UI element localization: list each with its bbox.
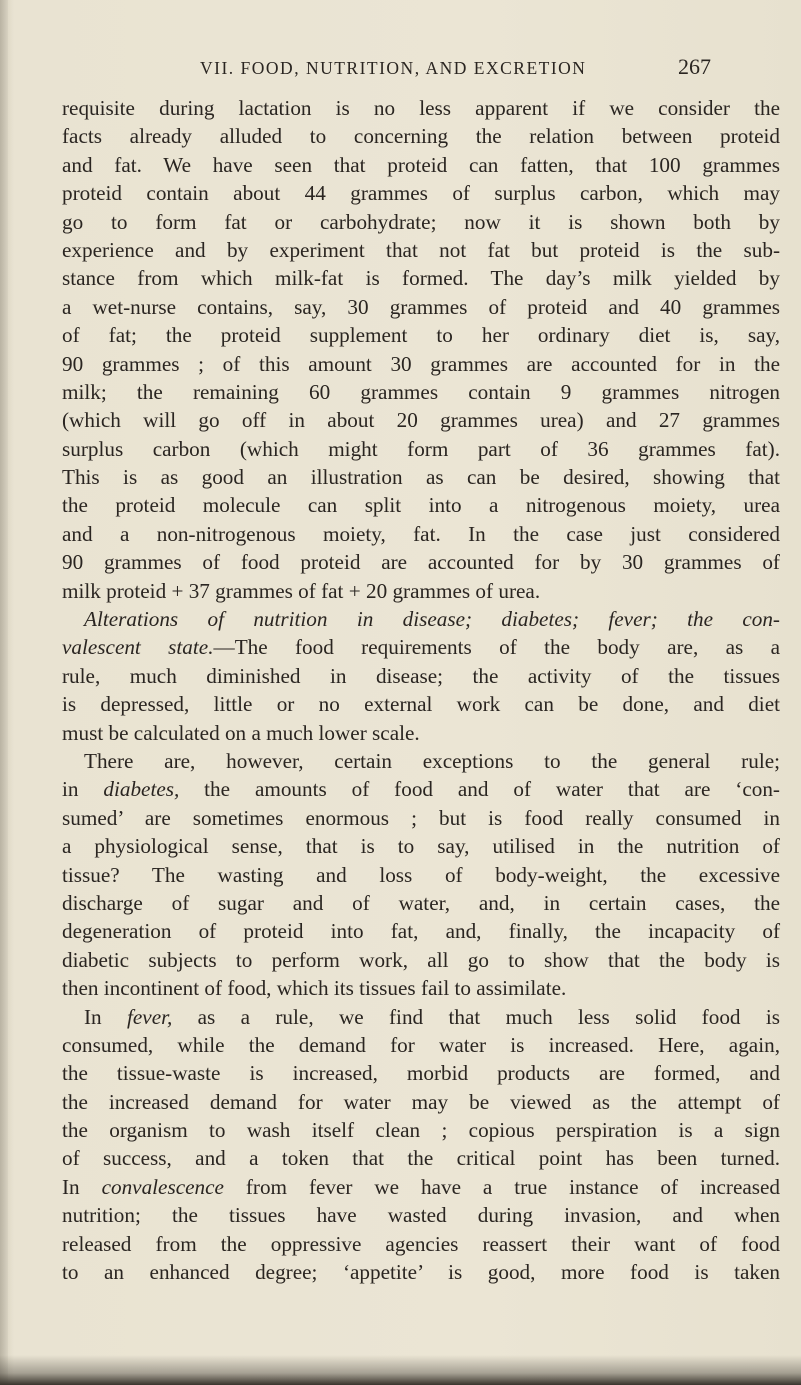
line-text: the proteid molecule can split into a nitrogenous moiety, urea (62, 493, 780, 518)
text-line (62, 1144, 780, 1172)
text-line (62, 463, 780, 491)
text-line (62, 1230, 780, 1258)
text-line (62, 406, 780, 434)
text-line (62, 1201, 780, 1229)
running-head (70, 54, 770, 86)
line-text: (which will go off in about 20 grammes urea) and 27 grammes (62, 408, 780, 433)
text-line (62, 151, 780, 179)
line-text: In (84, 1004, 127, 1029)
line-text: milk proteid + 37 grammes of fat + 20 grammes of urea. (62, 578, 541, 603)
line-text: consumed, while the demand for water is increased. Here, again, (62, 1032, 780, 1057)
line-text: a physiological sense, that is to say, utilised in the nutrition of (62, 834, 780, 859)
line-text: 90 grammes of food proteid are accounted for by 30 grammes of (62, 550, 780, 575)
text-line (62, 1003, 780, 1031)
text-line (62, 804, 780, 832)
line-text: proteid contain about 44 grammes of surplus carbon, which may (62, 181, 780, 206)
text-line (62, 1059, 780, 1087)
text-line (62, 946, 780, 974)
line-text: go to form fat or carbohydrate; now it is shown both by (62, 209, 780, 234)
line-text: then incontinent of food, which its tissues fail to assimilate. (62, 976, 567, 1001)
line-text: nutrition; the tissues have wasted during invasion, and when (62, 1203, 780, 1228)
text-line (62, 350, 780, 378)
italic-text: fever, (127, 1004, 173, 1029)
text-line (62, 775, 780, 803)
text-line (62, 889, 780, 917)
line-text: to an enhanced degree; ‘appetite’ is good, more food is taken (62, 1260, 780, 1285)
text-line (62, 491, 780, 519)
line-text: released from the oppressive agencies reassert their want of food (62, 1231, 780, 1256)
line-text: the organism to wash itself clean ; copious perspiration is a sign (62, 1118, 780, 1143)
line-text: is depressed, little or no external work can be done, and diet (62, 692, 780, 717)
italic-text: diabetes, (103, 777, 180, 802)
line-text: of fat; the proteid supplement to her ordinary diet is, say, (62, 323, 780, 348)
text-line (62, 236, 780, 264)
body-text (62, 94, 780, 1286)
text-line (62, 861, 780, 889)
text-line (62, 662, 780, 690)
page-number: 267 (678, 54, 711, 79)
text-line (62, 605, 780, 633)
line-text: —The food requirements of the body are, as a (213, 635, 780, 660)
text-line (62, 1088, 780, 1116)
chapter-title: VII. FOOD, NUTRITION, AND EXCRETION (200, 58, 587, 78)
italic-text: valescent state. (62, 635, 214, 660)
line-text: must be calculated on a much lower scale. (62, 720, 420, 745)
text-line (62, 94, 780, 122)
line-text: the tissue-waste is increased, morbid products are formed, and (62, 1061, 780, 1086)
line-text: milk; the remaining 60 grammes contain 9 grammes nitrogen (62, 379, 780, 404)
text-line (62, 264, 780, 292)
line-text: This is as good an illustration as can be desired, showing that (62, 465, 780, 490)
line-text: requisite during lactation is no less apparent if we consider the (62, 96, 780, 120)
text-line (62, 747, 780, 775)
line-text: surplus carbon (which might form part of 36 grammes fat). (62, 436, 780, 461)
line-text: rule, much diminished in disease; the activity of the tissues (62, 663, 780, 688)
italic-text: convalescence (101, 1174, 224, 1199)
line-text: 90 grammes ; of this amount 30 grammes are accounted for in the (62, 351, 780, 376)
page-bottom-shadow (0, 1355, 801, 1385)
text-line (62, 974, 780, 1002)
text-line (62, 832, 780, 860)
line-text: the amounts of food and of water that are ‘con- (179, 777, 780, 802)
line-text: In (62, 1174, 102, 1199)
line-text: sumed’ are sometimes enormous ; but is food really consumed in (62, 805, 780, 830)
text-line (62, 719, 780, 747)
text-line (62, 1258, 780, 1286)
line-text: diabetic subjects to perform work, all go to show that the body is (62, 947, 780, 972)
line-text: in (62, 777, 104, 802)
text-line (62, 633, 780, 661)
line-text: the increased demand for water may be viewed as the attempt of (62, 1089, 780, 1114)
text-line (62, 321, 780, 349)
italic-text: Alterations of nutrition in disease; diabetes; fever; the con- (84, 607, 780, 632)
text-line (62, 122, 780, 150)
text-line (62, 548, 780, 576)
line-text: degeneration of proteid into fat, and, finally, the incapacity of (62, 919, 780, 944)
line-text: a wet-nurse contains, say, 30 grammes of proteid and 40 grammes (62, 294, 780, 319)
line-text: and fat. We have seen that proteid can fatten, that 100 grammes (62, 152, 780, 177)
line-text: stance from which milk-fat is formed. The day’s milk yielded by (62, 266, 780, 291)
text-line (62, 1116, 780, 1144)
text-line (62, 577, 780, 605)
line-text: facts already alluded to concerning the relation between proteid (62, 124, 780, 149)
text-line (62, 208, 780, 236)
text-line (62, 1173, 780, 1201)
line-text: tissue? The wasting and loss of body-weight, the excessive (62, 862, 780, 887)
line-text: discharge of sugar and of water, and, in certain cases, the (62, 890, 780, 915)
text-line (62, 1031, 780, 1059)
text-line (62, 435, 780, 463)
text-line (62, 378, 780, 406)
binding-gutter (0, 0, 8, 1385)
line-text: experience and by experiment that not fat but proteid is the sub- (62, 237, 780, 262)
line-text: from fever we have a true instance of increased (223, 1174, 780, 1199)
text-line (62, 690, 780, 718)
text-line (62, 179, 780, 207)
line-text: There are, however, certain exceptions to the general rule; (84, 748, 780, 773)
text-line (62, 520, 780, 548)
text-line (62, 293, 780, 321)
line-text: of success, and a token that the critical point has been turned. (62, 1146, 780, 1171)
text-line (62, 917, 780, 945)
line-text: and a non-nitrogenous moiety, fat. In the case just considered (62, 521, 780, 546)
line-text: as a rule, we find that much less solid food is (172, 1004, 780, 1029)
